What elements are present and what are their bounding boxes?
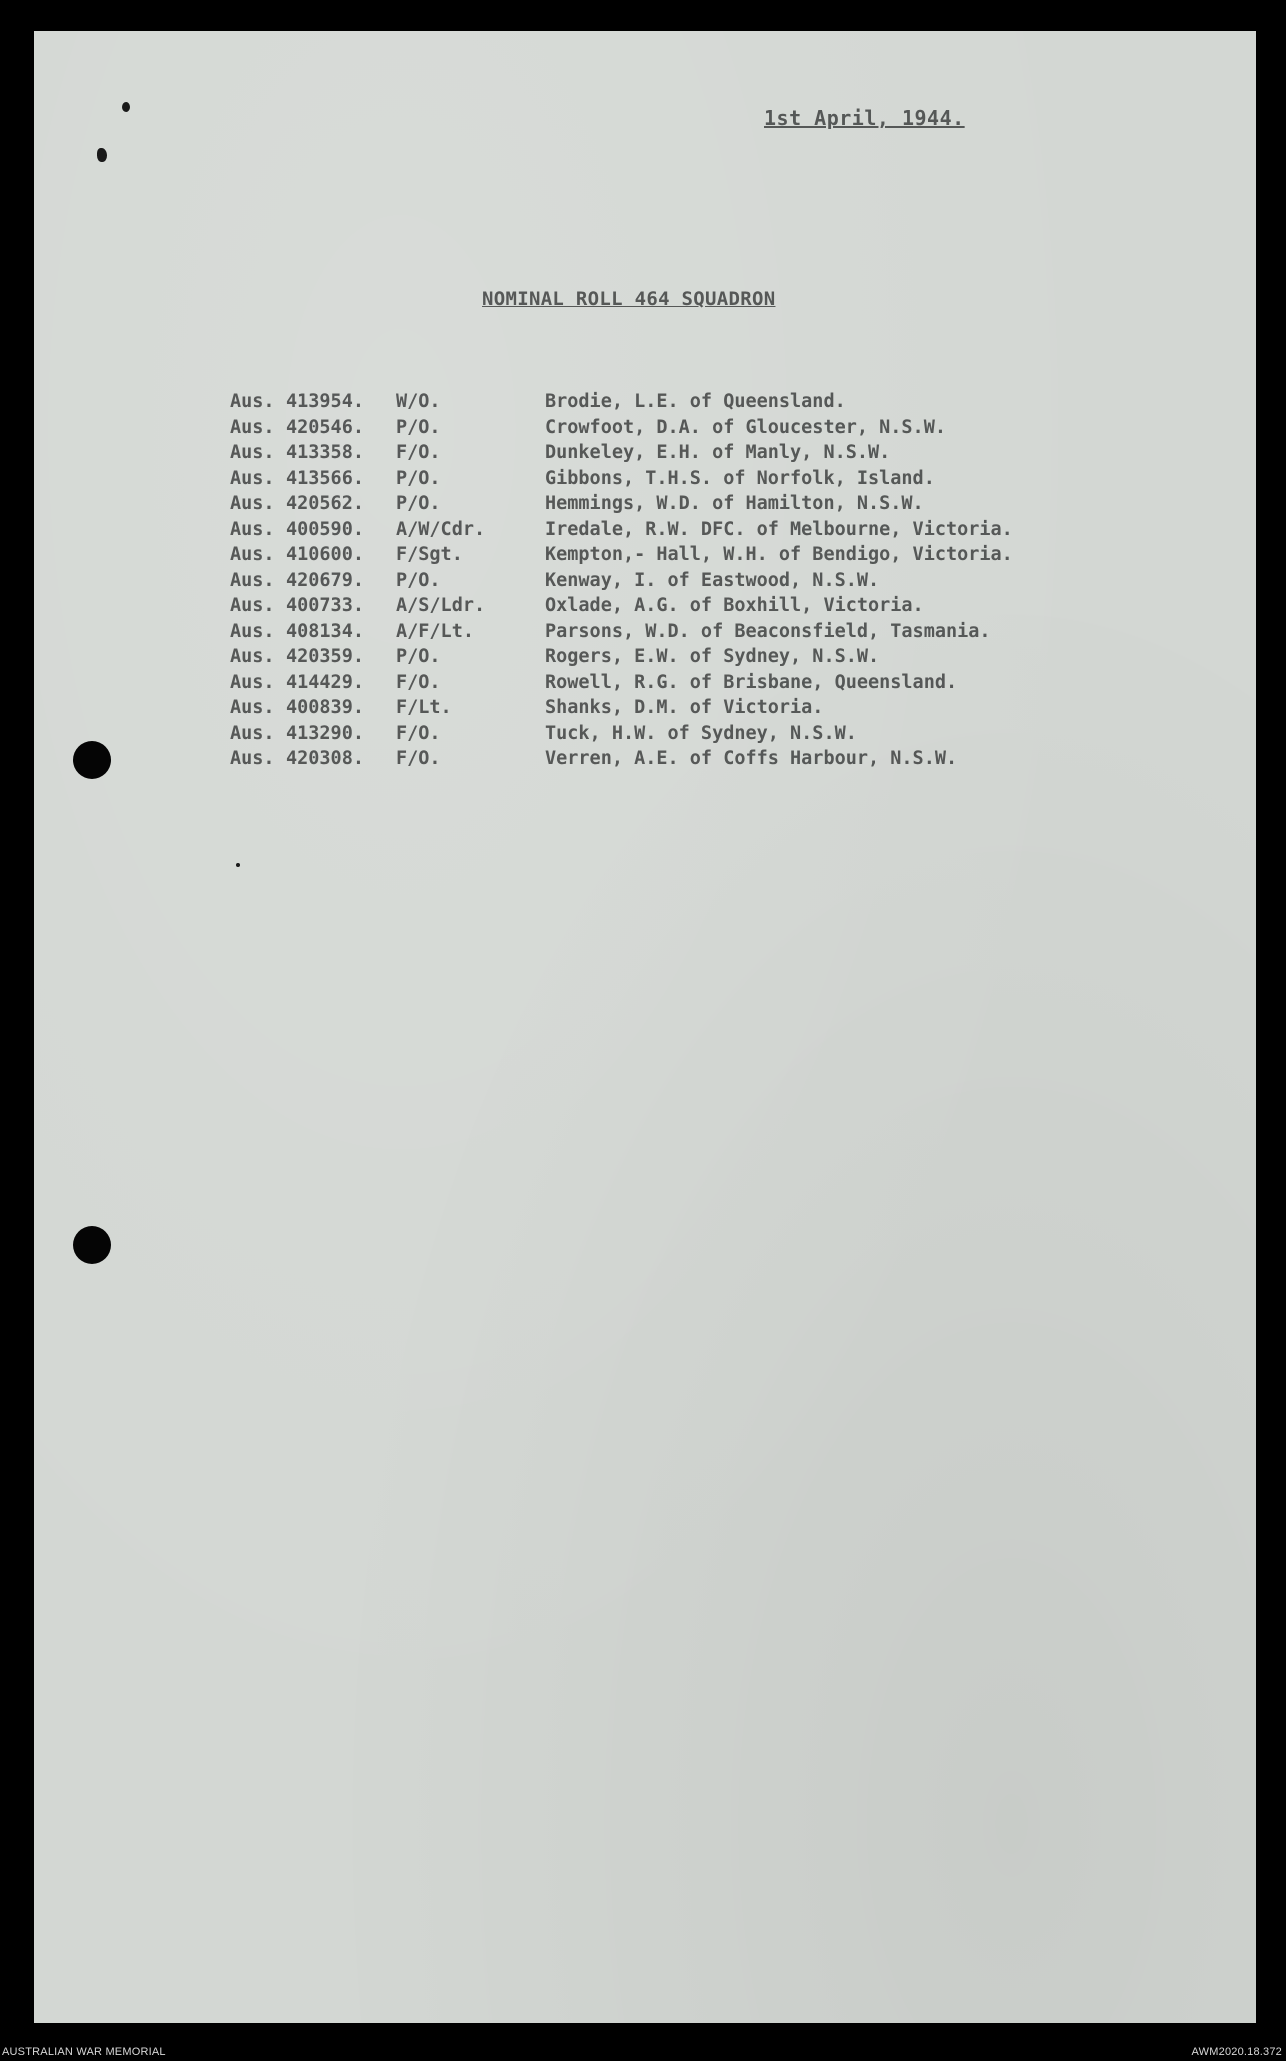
member-entry: Rowell, R.G. of Brisbane, Queensland. bbox=[545, 671, 958, 693]
service-prefix: Aus. bbox=[230, 467, 275, 489]
service-prefix: Aus. bbox=[230, 416, 275, 438]
member-entry: Tuck, H.W. of Sydney, N.S.W. bbox=[545, 722, 857, 744]
rank: F/O. bbox=[396, 748, 441, 769]
service-prefix: Aus. bbox=[230, 671, 275, 693]
paper-speck bbox=[236, 863, 240, 867]
rank: P/O. bbox=[396, 467, 441, 489]
service-prefix: Aus. bbox=[230, 518, 275, 540]
punch-hole-icon bbox=[73, 1226, 111, 1264]
list-item bbox=[230, 748, 1130, 774]
service-prefix: Aus. bbox=[230, 569, 275, 591]
archive-credit: AUSTRALIAN WAR MEMORIAL bbox=[2, 2046, 166, 2058]
service-prefix: Aus. bbox=[230, 646, 275, 667]
service-prefix: Aus. bbox=[230, 442, 275, 463]
list-item bbox=[230, 519, 1130, 545]
list-item bbox=[230, 442, 1130, 468]
service-number: 400590. bbox=[286, 518, 364, 540]
service-prefix: Aus. bbox=[230, 722, 275, 744]
service-number: 400733. bbox=[286, 595, 364, 616]
service-prefix: Aus. bbox=[230, 748, 275, 769]
service-number: 410600. bbox=[286, 544, 364, 565]
rank: P/O. bbox=[396, 416, 441, 438]
list-item bbox=[230, 697, 1130, 723]
rank: F/O. bbox=[396, 442, 441, 463]
document-date: 1st April, 1944. bbox=[764, 106, 965, 130]
list-item bbox=[230, 672, 1130, 698]
list-item bbox=[230, 391, 1130, 417]
member-entry: Gibbons, T.H.S. of Norfolk, Island. bbox=[545, 467, 935, 489]
list-item bbox=[230, 417, 1130, 443]
rank: F/Lt. bbox=[396, 697, 452, 718]
service-number: 413290. bbox=[286, 722, 364, 744]
rank: W/O. bbox=[396, 391, 441, 412]
rank: P/O. bbox=[396, 493, 441, 514]
punch-hole-icon bbox=[73, 741, 111, 779]
list-item bbox=[230, 493, 1130, 519]
rank: F/O. bbox=[396, 671, 441, 693]
rank: F/Sgt. bbox=[396, 544, 463, 565]
service-number: 420359. bbox=[286, 646, 364, 667]
rank: P/O. bbox=[396, 646, 441, 667]
member-entry: Shanks, D.M. of Victoria. bbox=[545, 697, 824, 718]
service-prefix: Aus. bbox=[230, 544, 275, 565]
service-prefix: Aus. bbox=[230, 493, 275, 514]
document-title: NOMINAL ROLL 464 SQUADRON bbox=[482, 288, 776, 310]
archive-reference: AWM2020.18.372 bbox=[1191, 2046, 1282, 2058]
member-entry: Dunkeley, E.H. of Manly, N.S.W. bbox=[545, 442, 891, 463]
member-entry: Parsons, W.D. of Beaconsfield, Tasmania. bbox=[545, 620, 991, 642]
service-prefix: Aus. bbox=[230, 620, 275, 642]
service-number: 413358. bbox=[286, 442, 364, 463]
member-entry: Oxlade, A.G. of Boxhill, Victoria. bbox=[545, 595, 924, 616]
member-entry: Hemmings, W.D. of Hamilton, N.S.W. bbox=[545, 493, 924, 514]
list-item bbox=[230, 468, 1130, 494]
member-entry: Kempton,- Hall, W.H. of Bendigo, Victoria. bbox=[545, 544, 1013, 565]
service-number: 400839. bbox=[286, 697, 364, 718]
paper-damage-mark bbox=[97, 148, 107, 162]
member-entry: Kenway, I. of Eastwood, N.S.W. bbox=[545, 569, 880, 591]
nominal-roll-list bbox=[230, 391, 1130, 774]
service-number: 420562. bbox=[286, 493, 364, 514]
member-entry: Crowfoot, D.A. of Gloucester, N.S.W. bbox=[545, 416, 946, 438]
member-entry: Iredale, R.W. DFC. of Melbourne, Victoria. bbox=[545, 518, 1013, 540]
service-number: 413954. bbox=[286, 391, 364, 412]
service-number: 420546. bbox=[286, 416, 364, 438]
list-item bbox=[230, 621, 1130, 647]
list-item bbox=[230, 646, 1130, 672]
rank: A/F/Lt. bbox=[396, 620, 474, 642]
list-item bbox=[230, 544, 1130, 570]
service-prefix: Aus. bbox=[230, 595, 275, 616]
service-number: 413566. bbox=[286, 467, 364, 489]
member-entry: Brodie, L.E. of Queensland. bbox=[545, 391, 846, 412]
service-number: 420308. bbox=[286, 748, 364, 769]
rank: P/O. bbox=[396, 569, 441, 591]
list-item bbox=[230, 595, 1130, 621]
paper-damage-mark bbox=[122, 102, 130, 112]
service-prefix: Aus. bbox=[230, 697, 275, 718]
document-page bbox=[34, 31, 1256, 2023]
member-entry: Rogers, E.W. of Sydney, N.S.W. bbox=[545, 646, 880, 667]
service-number: 420679. bbox=[286, 569, 364, 591]
rank: A/W/Cdr. bbox=[396, 518, 486, 540]
rank: F/O. bbox=[396, 722, 441, 744]
service-number: 414429. bbox=[286, 671, 364, 693]
rank: A/S/Ldr. bbox=[396, 595, 486, 616]
list-item bbox=[230, 570, 1130, 596]
service-prefix: Aus. bbox=[230, 391, 275, 412]
service-number: 408134. bbox=[286, 620, 364, 642]
member-entry: Verren, A.E. of Coffs Harbour, N.S.W. bbox=[545, 748, 958, 769]
list-item bbox=[230, 723, 1130, 749]
